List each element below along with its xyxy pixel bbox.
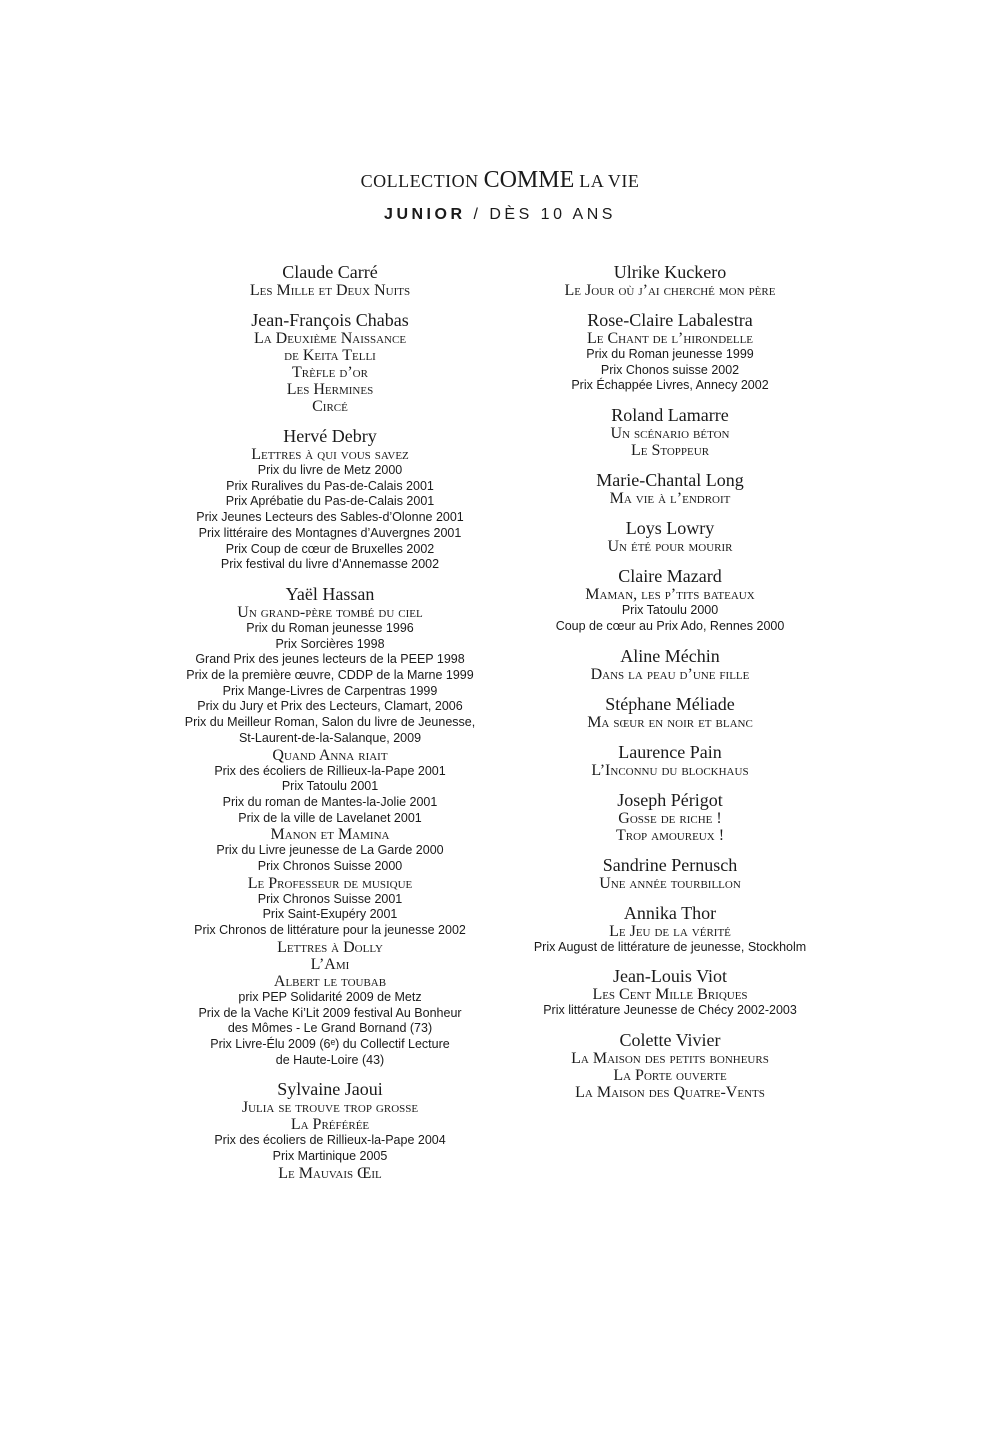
catalog-entry (505, 471, 835, 507)
collection-title (0, 166, 1000, 195)
catalog-entry (505, 743, 835, 779)
author-name: Ulrike Kuckero (613, 262, 727, 282)
catalog-entry (505, 647, 835, 683)
book-title: Gosse de riche ! (618, 809, 722, 827)
catalog-entry (160, 263, 500, 299)
author-name: Sylvaine Jaoui (277, 1079, 383, 1100)
book-title: L’Inconnu du blockhaus (591, 761, 749, 779)
book-title: Un grand-père tombé du ciel (237, 603, 423, 621)
prize-line: Prix du livre de Metz 2000 (257, 463, 403, 477)
author-name: Loys Lowry (625, 518, 715, 539)
prize-line: prix PEP Solidarité 2009 de Metz (238, 989, 422, 1004)
right-column (505, 263, 835, 1113)
prize-line: Prix du Meilleur Roman, Salon du livre de Jeunesse, (184, 715, 476, 730)
book-title: Dans la peau d’une fille (590, 665, 750, 683)
prize-line: Prix Aprébatie du Pas-de-Calais 2001 (225, 494, 435, 509)
catalog-entry (505, 519, 835, 555)
book-title: Manon et Mamina (270, 826, 390, 844)
author-name: Colette Vivier (619, 1029, 721, 1050)
book-title: Trèfle d’or (292, 364, 368, 381)
author-name: Annika Thor (623, 902, 717, 923)
book-title: Le Professeur de musique (247, 874, 413, 892)
series-name: JUNIOR (384, 206, 466, 223)
prize-line: de Haute-Loire (43) (275, 1052, 385, 1067)
prize-line: Prix Chronos Suisse 2000 (257, 859, 403, 874)
author-name: Jean-François Chabas (251, 310, 409, 330)
prize-line: Prix Coup de cœur de Bruxelles 2002 (225, 541, 435, 556)
book-title: Les Hermines (286, 381, 374, 398)
author-name: Hervé Debry (283, 426, 377, 446)
book-title: La Deuxième Naissance (253, 330, 407, 347)
catalog-entry (505, 695, 835, 731)
catalog-entry (505, 263, 835, 299)
prize-line: Prix festival du livre d’Annemasse 2002 (220, 557, 440, 572)
prize-line: Prix Tatoulu 2000 (621, 603, 719, 618)
prize-line: Prix August de littérature de jeunesse, Stockholm (533, 939, 807, 954)
book-title: Quand Anna riait (272, 746, 388, 764)
book-title: La Porte ouverte (613, 1066, 727, 1084)
catalog-entry (505, 406, 835, 459)
book-title: Le Mauvais Œil (278, 1164, 382, 1182)
catalog-entry (505, 791, 835, 844)
catalog-entry (505, 904, 835, 956)
book-title: Julia se trouve trop grosse (241, 1099, 419, 1117)
prize-line: des Mômes - Le Grand Bornand (73) (227, 1021, 433, 1036)
book-title: Circé (312, 398, 348, 415)
collection-title-name: COMME (483, 167, 575, 193)
book-title: La Maison des Quatre-Vents (575, 1083, 765, 1101)
prize-line: Prix de la ville de Lavelanet 2001 (238, 810, 422, 825)
author-name: Yaël Hassan (285, 583, 375, 604)
catalog-entry (160, 1080, 500, 1181)
prize-line: Prix Martinique 2005 (272, 1149, 388, 1164)
prize-line: Prix de la Vache Ki’Lit 2009 festival Au Bonheur (198, 1005, 462, 1020)
prize-line: Prix Sorcières 1998 (275, 636, 385, 651)
catalog-entry (160, 311, 500, 415)
book-title: La Maison des petits bonheurs (571, 1049, 769, 1067)
catalog-entry (505, 567, 835, 634)
prize-line: Prix du roman de Mantes-la-Jolie 2001 (222, 794, 438, 809)
book-title: Albert le toubab (273, 972, 387, 990)
prize-line: Prix Échappée Livres, Annecy 2002 (571, 378, 769, 393)
prize-line: Prix littérature Jeunesse de Chécy 2002-2003 (543, 1003, 797, 1018)
author-name: Sandrine Pernusch (602, 854, 738, 875)
prize-line: Prix de la première œuvre, CDDP de la Marne 1999 (186, 668, 474, 683)
prize-line: Prix Chronos Suisse 2001 (257, 891, 403, 906)
prize-line: Prix Chronos de littérature pour la jeunesse 2002 (194, 923, 466, 938)
prize-line: Prix Jeunes Lecteurs des Sables-d’Olonne 2001 (196, 510, 464, 525)
collection-title-suffix: LA VIE (574, 171, 640, 191)
left-column (160, 263, 500, 1194)
prize-line: Prix Mange-Livres de Carpentras 1999 (222, 683, 438, 698)
prize-line: Coup de cœur au Prix Ado, Rennes 2000 (555, 618, 785, 633)
book-title: Ma sœur en noir et blanc (587, 713, 753, 731)
prize-line: Prix Ruralives du Pas-de-Calais 2001 (226, 478, 434, 493)
book-title: Ma vie à l’endroit (609, 490, 731, 508)
prize-line: St-Laurent-de-la-Salanque, 2009 (238, 730, 422, 745)
author-name: Laurence Pain (618, 741, 722, 762)
book-title: Le Chant de l’hirondelle (586, 330, 754, 347)
author-name: Claire Mazard (618, 566, 722, 587)
book-title: Le Jeu de la vérité (609, 922, 731, 940)
book-title: Les Mille et Deux Nuits (249, 282, 411, 299)
author-name: Roland Lamarre (611, 405, 729, 426)
prize-line: Prix Chonos suisse 2002 (600, 362, 740, 377)
catalog-entry (505, 1031, 835, 1101)
catalog-entry (505, 311, 835, 394)
author-name: Stéphane Méliade (605, 693, 735, 714)
book-title: Le Jour où j’ai cherché mon père (564, 282, 776, 299)
book-title: Un scénario béton (610, 425, 730, 443)
prize-line: Prix du Roman jeunesse 1996 (246, 620, 414, 635)
author-name: Marie-Chantal Long (596, 470, 744, 491)
prize-line: Prix du Livre jeunesse de La Garde 2000 (216, 843, 444, 858)
book-title: Maman, les p’tits bateaux (585, 586, 755, 604)
book-title: Lettres à Dolly (277, 938, 383, 956)
book-title: Trop amoureux ! (615, 826, 725, 844)
catalog-entry (505, 856, 835, 892)
book-title: de Keita Telli (284, 347, 376, 364)
author-name: Joseph Périgot (617, 789, 723, 810)
book-title: Un été pour mourir (607, 538, 733, 556)
collection-title-prefix: COLLECTION (360, 171, 484, 191)
prize-line: Prix Livre-Élu 2009 (6ᵉ) du Collectif Lecture (210, 1036, 450, 1051)
book-title: Les Cent Mille Briques (592, 986, 748, 1004)
prize-line: Prix Saint-Exupéry 2001 (262, 907, 398, 922)
prize-line: Prix du Jury et Prix des Lecteurs, Clamart, 2006 (197, 699, 463, 714)
prize-line: Prix Tatoulu 2001 (281, 779, 379, 794)
book-title: L’Ami (310, 955, 350, 973)
prize-line: Prix des écoliers de Rillieux-la-Pape 2001 (214, 763, 446, 778)
prize-line: Prix littéraire des Montagnes d’Auvergnes 2001 (198, 525, 462, 540)
series-subtitle (0, 203, 1000, 227)
prize-line: Grand Prix des jeunes lecteurs de la PEEP 1998 (195, 652, 465, 667)
author-name: Aline Méchin (620, 645, 720, 666)
catalog-entry (160, 585, 500, 1068)
book-title: Lettres à qui vous savez (251, 446, 409, 463)
author-name: Claude Carré (282, 262, 378, 282)
book-title: La Préférée (290, 1116, 370, 1134)
book-title: Le Stoppeur (630, 442, 710, 460)
catalog-entry (505, 967, 835, 1019)
prize-line: Prix du Roman jeunesse 1999 (586, 347, 754, 361)
author-name: Jean-Louis Viot (612, 966, 728, 987)
book-title: Une année tourbillon (599, 874, 741, 892)
prize-line: Prix des écoliers de Rillieux-la-Pape 2004 (214, 1133, 446, 1148)
catalog-entry (160, 427, 500, 573)
author-name: Rose-Claire Labalestra (587, 310, 753, 330)
series-age: / DÈS 10 ANS (465, 206, 616, 223)
